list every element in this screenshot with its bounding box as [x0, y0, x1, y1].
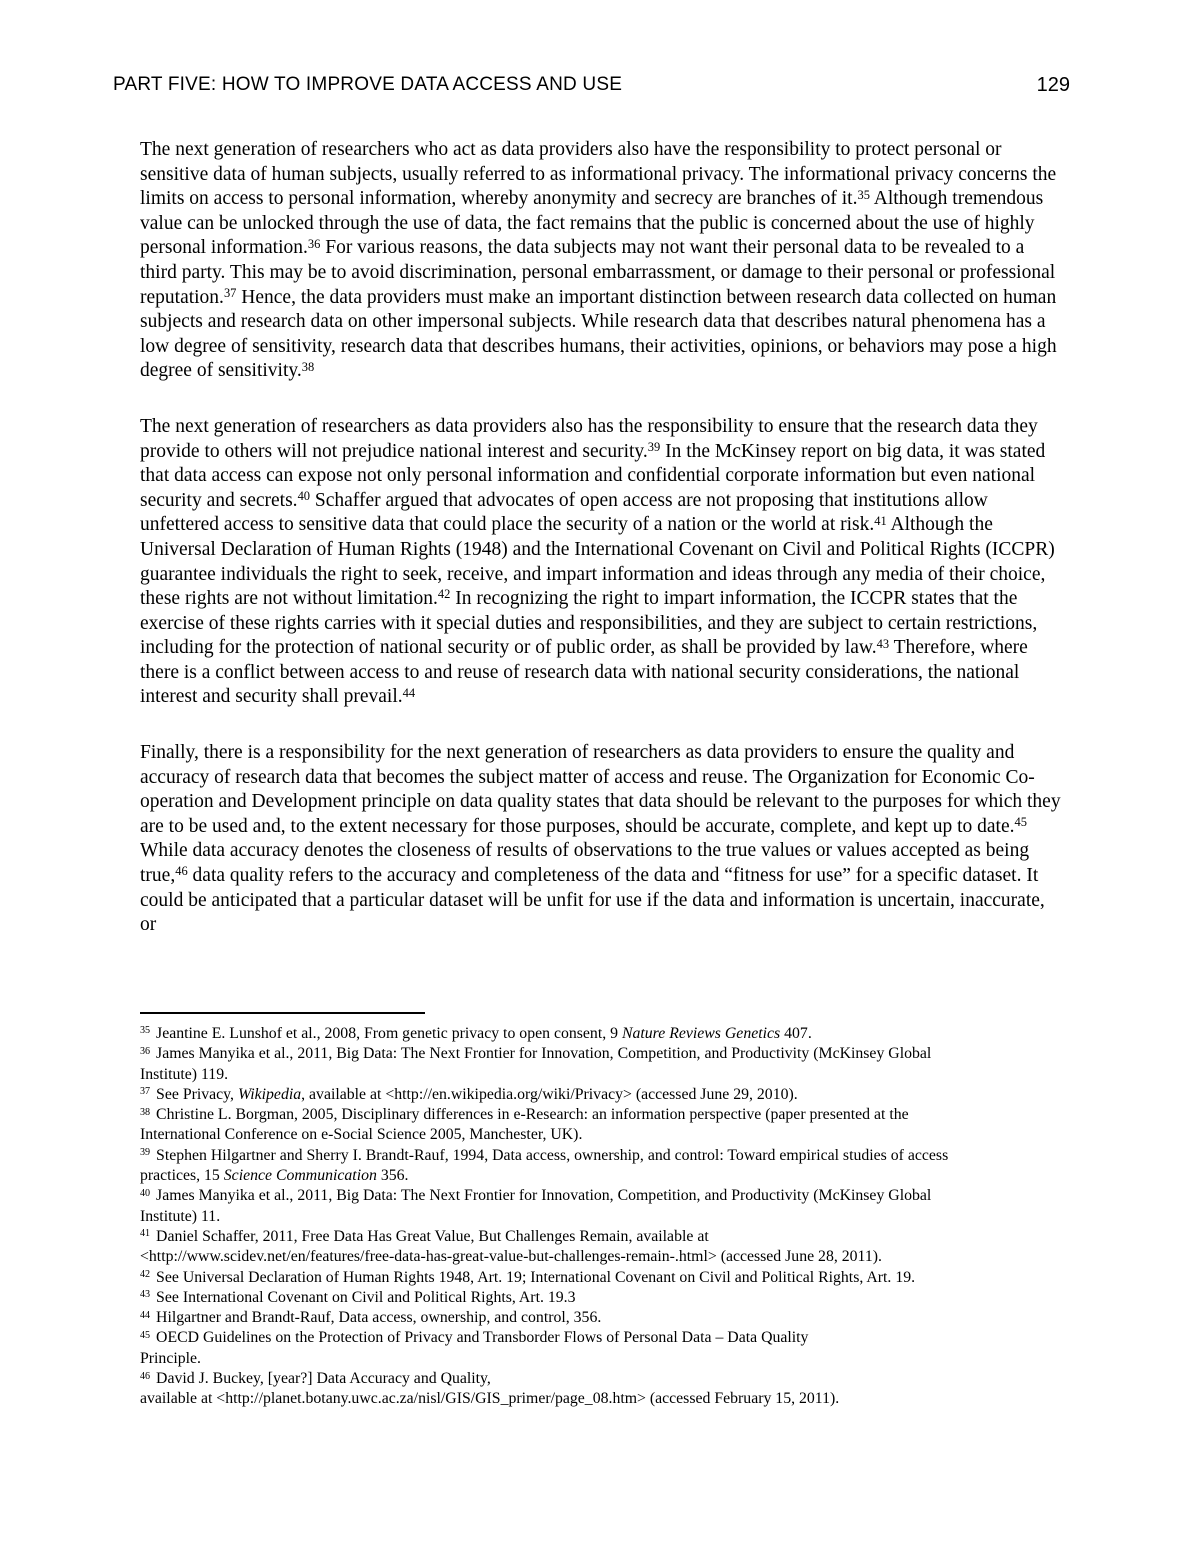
footnote-number: 44: [140, 1309, 151, 1321]
footnote-number: 35: [140, 1025, 151, 1037]
footnote-item: [140, 1328, 1130, 1369]
footnote-item: [140, 1288, 1130, 1308]
footnote-ref: 39: [647, 439, 661, 454]
footnote-number: 36: [140, 1045, 151, 1057]
footnote-text: James Manyika et al., 2011, Big Data: The Next Frontier for Innovation, Competition, and Productivity (McKinsey Global Institute) 11.: [140, 1187, 932, 1225]
footnote-item: [140, 1085, 1130, 1105]
footnote-item: [140, 1369, 1130, 1410]
footnote-number: 45: [140, 1329, 151, 1341]
footnote-item: [140, 1186, 1130, 1227]
footnote-number: 42: [140, 1269, 151, 1281]
footnote-ref: 46: [175, 864, 188, 879]
footnote-number: 39: [140, 1147, 151, 1159]
footnote-ref: 45: [1014, 815, 1027, 830]
page-number: 129: [1036, 74, 1070, 96]
italic-text: Science Communication: [223, 1167, 377, 1185]
footnote-text: Hilgartner and Brandt-Rauf, Data access, ownership, and control, 356.: [152, 1309, 602, 1327]
footnote-item: [140, 1044, 1130, 1085]
footnote-separator: [140, 1012, 425, 1014]
body-paragraph: Finally, there is a responsibility for the next generation of researchers as data providers to ensure the quality and accuracy of research data that becomes the subject matter of access and reuse. The Organization for Economic Co-operation and Development principle on data quality states that data should be relevant to the purposes for which they are to be used and, to the extent necessary for those purposes, should be accurate, complete, and kept up to date.$^{45}$ While data accuracy denotes the closeness of results of observations to the true values or values accepted as being true,$^{46}$ data quality refers to the accuracy and completeness of the data and “fitness for use” for a specific dataset. It could be anticipated that a particular dataset will be unfit for use if the data and information is uncertain, inaccurate, or: [140, 742, 1061, 936]
italic-text: Nature Reviews Genetics: [621, 1025, 781, 1042]
footnote-text: Stephen Hilgartner and Sherry I. Brandt-Rauf, 1994, Data access, ownership, and control: Toward empirical studies of access practices, 15 Science Communication 356.: [140, 1146, 949, 1185]
footnote-text: Daniel Schaffer, 2011, Free Data Has Great Value, But Challenges Remain, available at <http://www.scidev.net/en/features/free-data-has-great-value-but-challenges-remain-.html> (accessed June 28, 2011).: [140, 1227, 882, 1266]
footnote-number: 37: [140, 1086, 151, 1098]
footnote-ref: 44: [402, 685, 416, 700]
body-text: [140, 138, 1064, 938]
footnote-text: James Manyika et al., 2011, Big Data: The Next Frontier for Innovation, Competition, and Productivity (McKinsey Global Institute) 119.: [140, 1045, 932, 1083]
footnote-item: [140, 1146, 1130, 1187]
page-header: [113, 74, 1070, 97]
footnote-number: 41: [140, 1228, 151, 1240]
footnote-ref: 37: [223, 285, 237, 300]
footnote-ref: 41: [874, 513, 887, 528]
footnote-text: OECD Guidelines on the Protection of Privacy and Transborder Flows of Personal Data – Data Quality Principle.: [140, 1329, 809, 1367]
footnote-item: [140, 1308, 1130, 1328]
footnote-ref: 40: [297, 489, 311, 504]
footnote-text: Christine L. Borgman, 2005, Disciplinary differences in e-Research: an information perspective (paper presented at the International Conference on e-Social Science 2005, Manchester, UK).: [140, 1106, 909, 1144]
footnote-item: [140, 1268, 1130, 1288]
footnote-number: 46: [140, 1370, 151, 1382]
footnote-number: 40: [140, 1187, 151, 1199]
footnotes-section: [140, 1024, 1130, 1410]
footnote-item: [140, 1105, 1130, 1146]
footnote-ref: 42: [437, 587, 451, 602]
footnote-item: [140, 1227, 1130, 1268]
footnote-ref: 36: [307, 236, 321, 251]
footnote-item: [140, 1024, 1130, 1044]
footnote-text: See Universal Declaration of Human Rights 1948, Art. 19; International Covenant on Civil and Political Rights, Art. 19.: [152, 1268, 916, 1286]
body-paragraph: The next generation of researchers as data providers also has the responsibility to ensure that the research data they provide to others will not prejudice national interest and security.$^{39}$ In the McKinsey report on big data, it was stated that data access can expose not only personal information and confidential corporate information but even national security and secrets.$^{40}$ Schaffer argued that advocates of open access are not proposing that institutions allow unfettered access to sensitive data that could place the security of a nation or the world at risk.$^{41}$ Although the Universal Declaration of Human Rights (1948) and the International Covenant on Civil and Political Rights (ICCPR) guarantee individuals the right to seek, receive, and impart information and ideas through any media of their choice, these rights are not without limitation.$^{42}$ In recognizing the right to impart information, the ICCPR states that the exercise of these rights carries with it special duties and responsibilities, and they are subject to certain restrictions, including for the protection of national security or of public order, as shall be provided by law.$^{43}$ Therefore, where there is a conflict between access to and reuse of research data with national security considerations, the national interest and security shall prevail.$^{44}$: [140, 415, 1055, 708]
footnote-text: See Privacy, Wikipedia, available at <http://en.wikipedia.org/wiki/Privacy> (accessed June 29, 2010).: [152, 1085, 798, 1103]
footnote-text: David J. Buckey, [year?] Data Accuracy and Quality, available at <http://planet.botany.uwc.ac.za/nisl/GIS/GIS_primer/page_08.htm> (accessed February 15, 2011).: [140, 1370, 840, 1408]
footnote-ref: 35: [857, 187, 870, 202]
running-header-title: PART FIVE: HOW TO IMPROVE DATA ACCESS AND USE: [113, 74, 623, 95]
footnote-text: See International Covenant on Civil and Political Rights, Art. 19.3: [152, 1288, 576, 1306]
footnote-ref: 38: [301, 359, 315, 374]
footnote-text: Jeantine E. Lunshof et al., 2008, From genetic privacy to open consent, 9 Nature Reviews Genetics 407.: [152, 1025, 812, 1042]
italic-text: Wikipedia: [237, 1085, 302, 1103]
footnote-ref: 43: [876, 636, 890, 651]
footnote-number: 43: [140, 1289, 151, 1301]
body-paragraph: The next generation of researchers who act as data providers also have the responsibility to protect personal or sensitive data of human subjects, usually referred to as informational privacy. The informational privacy concerns the limits on access to personal information, whereby anonymity and secrecy are branches of it.$^{35}$ Although tremendous value can be unlocked through the use of data, the fact remains that the public is concerned about the use of highly personal information.$^{36}$ For various reasons, the data subjects may not want their personal data to be revealed to a third party. This may be to avoid discrimination, personal embarrassment, or damage to their personal or professional reputation.$^{37}$ Hence, the data providers must make an important distinction between research data collected on human subjects and research data on other impersonal subjects. While research data that describes natural phenomena has a low degree of sensitivity, research data that describes humans, their activities, opinions, or behaviors may pose a high degree of sensitivity.$^{38}$: [140, 139, 1057, 382]
footnote-number: 38: [140, 1106, 151, 1118]
